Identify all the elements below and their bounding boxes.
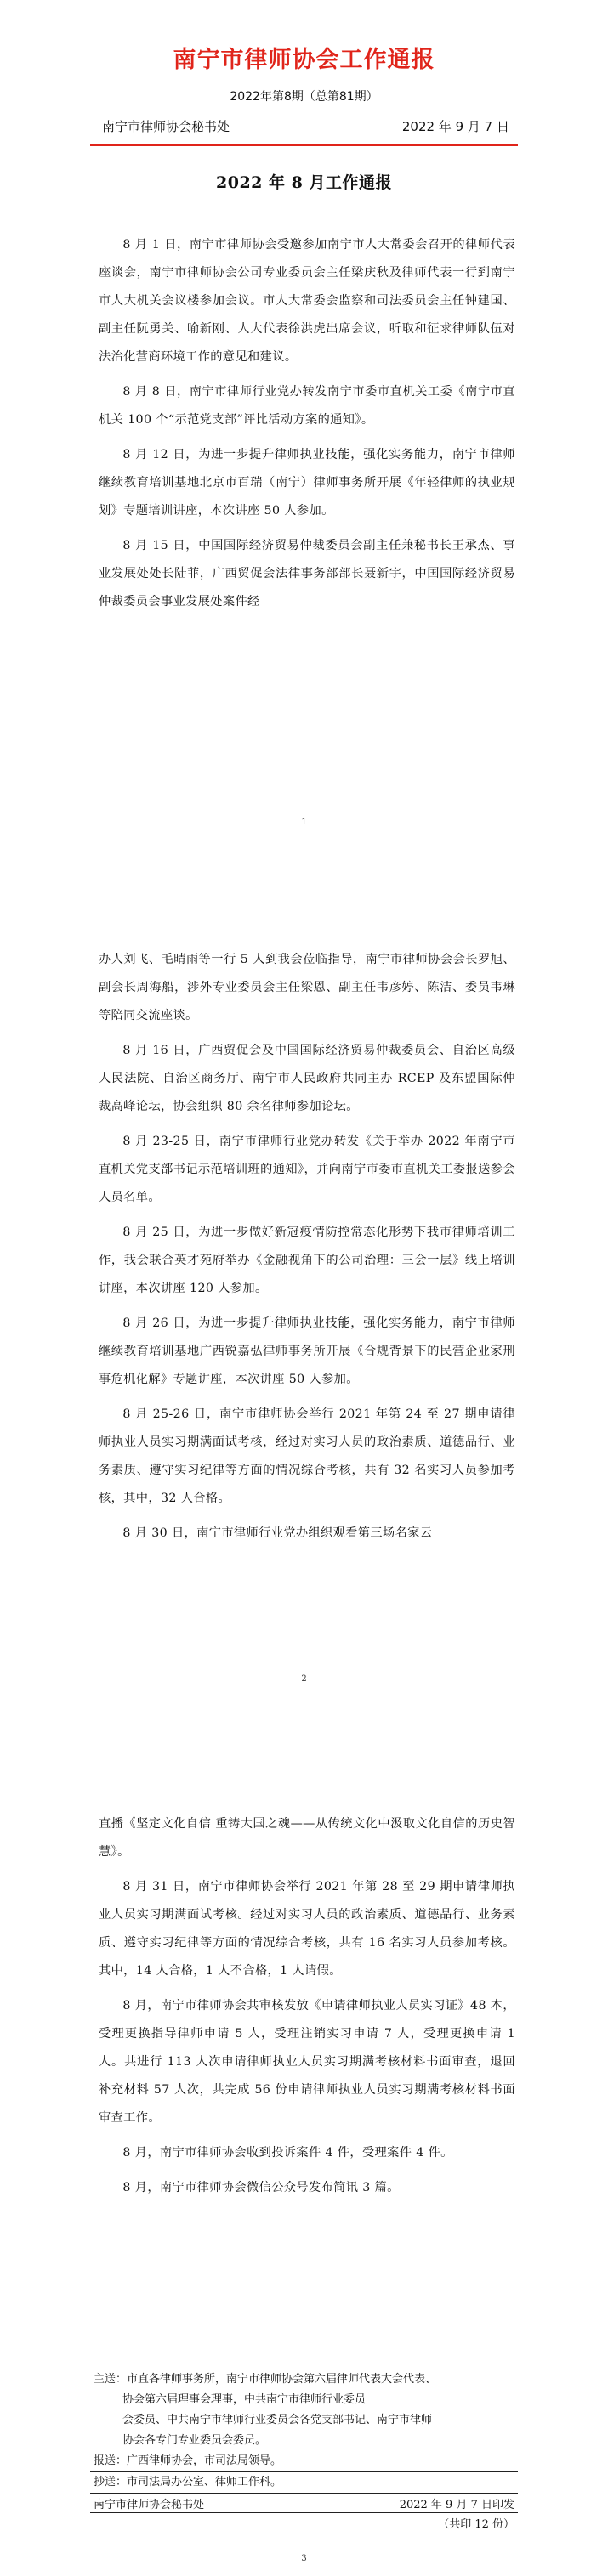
page-number: 1 <box>301 818 307 827</box>
page-1 <box>0 0 608 863</box>
paragraph: 8 月 8 日，南宁市律师行业党办转发南宁市委市直机关工委《南宁市直机关 100 个“示范党支部”评比活动方案的通知》。 <box>99 385 515 427</box>
paragraph: 办人刘飞、毛晴雨等一行 5 人到我会莅临指导，南宁市律师协会会长罗旭、副会长周海船，涉外专业委员会主任梁恩、副主任韦彦婷、陈洁、委员韦琳等陪同交流座谈。 <box>99 953 515 1022</box>
page-1-body <box>99 231 515 623</box>
red-divider <box>90 144 518 146</box>
page-2-body <box>99 946 515 1554</box>
paragraph: 8 月 1 日，南宁市律师协会受邀参加南宁市人大常委会召开的律师代表座谈会，南宁市律师协会公司专业委员会主任梁庆秋及律师代表一行到南宁市人大机关会议楼参加会议。市人大常委会监察和司法委员会主任钟建国、副主任阮勇关、喻新刚、人大代表徐洪虎出席会议，听取和征求律师队伍对法治化营商环境工作的意见和建议。 <box>99 238 515 364</box>
paragraph: 直播《坚定文化自信 重铸大国之魂——从传统文化中汲取文化自信的历史智慧》。 <box>99 1817 515 1859</box>
copy-line: 抄送：市司法局办公室、律师工作科。 <box>94 2476 282 2488</box>
paragraph: 8 月 15 日，中国国际经济贸易仲裁委员会副主任兼秘书长王承杰、事业发展处处长陆菲，广西贸促会法律事务部部长聂新宇，中国国际经济贸易仲裁委员会事业发展处案件经 <box>99 539 515 609</box>
send-line: 主送：市直各律师事务所，南宁市律师协会第六届律师代表大会代表、 <box>94 2373 437 2386</box>
page-number: 2 <box>301 1674 307 1684</box>
send-line: 协会第六届理事会理事，中共南宁市律师行业委员 <box>122 2393 367 2406</box>
paragraph: 8 月 25 日，为进一步做好新冠疫情防控常态化形势下我市律师培训工作，我会联合英才苑府举办《金融视角下的公司治理：三会一层》线上培训讲座，本次讲座 120 人参加。 <box>99 1226 515 1295</box>
paragraph: 8 月，南宁市律师协会共审核发放《申请律师执业人员实习证》48 本，受理更换指导律师申请 5 人，受理注销实习申请 7 人，受理更换申请 1 人。共进行 113 人次申请律师执业人员实习期满考核材料书面审查，退回补充材料 57 人次，共完成 56 份申请律师执业人员实习期满考核材料书面审查工作。 <box>99 1999 515 2125</box>
page-number: 3 <box>301 2554 307 2563</box>
page-2 <box>0 863 608 1725</box>
send-line: 协会各专门专业委员会委员。 <box>122 2434 267 2447</box>
paragraph: 8 月 25-26 日，南宁市律师协会举行 2021 年第 24 至 27 期申请律师执业人员实习期满面试考核，经过对实习人员的政治素质、道德品行、业务素质、遵守实习纪律等方面的情况综合考核，共有 32 名实习人员参加考核，其中，32 人合格。 <box>99 1407 515 1505</box>
document-banner: 南宁市律师协会工作通报 <box>173 47 435 73</box>
copies-line <box>90 2513 518 2532</box>
paragraph: 8 月，南宁市律师协会微信公众号发布简讯 3 篇。 <box>122 2181 400 2194</box>
issuer-line <box>90 2494 518 2512</box>
copies-count: （共印 12 份） <box>438 2518 514 2531</box>
report-line: 报送：广西律师协会，市司法局领导。 <box>94 2454 282 2467</box>
paragraph: 8 月 26 日，为进一步提升律师执业技能，强化实务能力，南宁市律师继续教育培训基地广西锐嘉弘律师事务所开展《合规背景下的民营企业家刑事危机化解》专题讲座，本次讲座 50 人参加。 <box>99 1316 515 1386</box>
print-date: 2022 年 9 月 7 日印发 <box>399 2499 514 2511</box>
distribution-footer <box>90 2369 518 2532</box>
issuer: 南宁市律师协会秘书处 <box>94 2499 205 2511</box>
paragraph: 8 月 31 日，南宁市律师协会举行 2021 年第 28 至 29 期申请律师执业人员实习期满面试考核。经过对实习人员的政治素质、道德品行、业务素质、遵守实习纪律等方面的情况综合考核，共有 16 名实习人员参加考核。其中，14 人合格，1 人不合格，1 人请假。 <box>99 1880 515 1978</box>
issue-date: 2022 年 9 月 7 日 <box>401 119 509 134</box>
paragraph: 8 月，南宁市律师协会收到投诉案件 4 件，受理案件 4 件。 <box>122 2146 453 2160</box>
send-line: 会委员、中共南宁市律师行业委员会各党支部书记、南宁市律师 <box>122 2414 433 2426</box>
paragraph: 8 月 30 日，南宁市律师行业党办组织观看第三场名家云 <box>122 1526 433 1540</box>
page-3-body <box>99 1810 515 2209</box>
paragraph: 8 月 12 日，为进一步提升律师执业技能，强化实务能力，南宁市律师继续教育培训基地北京市百瑞（南宁）律师事务所开展《年轻律师的执业规划》专题培训讲座，本次讲座 50 人参加。 <box>99 448 515 518</box>
issuing-org: 南宁市律师协会秘书处 <box>102 119 230 134</box>
page-title: 2022 年 8 月工作通报 <box>216 173 392 192</box>
paragraph: 8 月 16 日，广西贸促会及中国国际经济贸易仲裁委员会、自治区高级人民法院、自治区商务厅、南宁市人民政府共同主办 RCEP 及东盟国际仲裁高峰论坛，协会组织 80 余名律师参加论坛。 <box>99 1044 515 1113</box>
paragraph: 8 月 23-25 日，南宁市律师行业党办转发《关于举办 2022 年南宁市直机关党支部书记示范培训班的通知》，并向南宁市委市直机关工委报送参会人员名单。 <box>99 1135 515 1204</box>
issue-number: 2022年第8期（总第81期） <box>230 90 378 104</box>
